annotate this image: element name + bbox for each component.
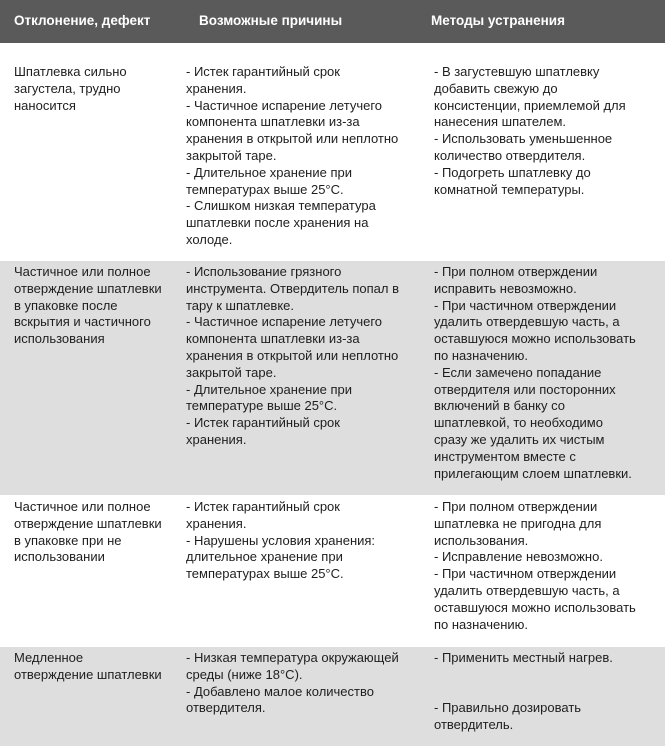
- fix-line: сразу же удалить их чистым: [434, 431, 605, 447]
- cause-line: холоде.: [186, 231, 233, 247]
- cause-line: - Слишком низкая температура: [186, 198, 376, 214]
- defect-line: Частичное или полное: [14, 499, 151, 514]
- defect-line: загустела, трудно: [14, 80, 121, 96]
- cause-line: температуре выше 25°C.: [186, 398, 338, 414]
- table-header: [0, 0, 665, 43]
- cause-line: инструмента. Отвердитель попал в: [186, 280, 399, 296]
- cause-line: хранения.: [186, 431, 247, 447]
- fix-line: отвердитель.: [434, 717, 514, 733]
- fix-line: отвердителя или посторонних: [434, 381, 616, 397]
- cause-line: - Частичное испарение летучего: [186, 314, 383, 330]
- cause-line: хранения в открытой или неплотно: [186, 347, 399, 363]
- cause-line: шпатлевки после хранения на: [186, 215, 369, 231]
- cause-line: - Истек гарантийный срок: [186, 64, 340, 79]
- fix-line: удалить отвердевшую часть, а: [434, 582, 620, 598]
- fix-line: - Подогреть шпатлевку до: [434, 164, 591, 180]
- causes-cell: [186, 499, 424, 583]
- causes-cell: [186, 650, 424, 717]
- cause-line: компонента шпатлевки из-за: [186, 114, 360, 130]
- cause-line: закрытой таре.: [186, 364, 277, 380]
- cause-line: - Низкая температура окружающей: [186, 650, 399, 665]
- fix-line: - Применить местный нагрев.: [434, 650, 613, 665]
- fix-line: нанесения шпателем.: [434, 114, 567, 130]
- cause-line: длительное хранение при: [186, 549, 343, 565]
- defect-cell: [14, 64, 174, 114]
- fix-line: по назначению.: [434, 347, 529, 363]
- header-causes: Возможные причины: [199, 13, 343, 28]
- fix-line: включений в банку со: [434, 398, 566, 414]
- fix-line: - При частичном отверждении: [434, 297, 617, 313]
- defect-line: использовании: [14, 549, 105, 565]
- cause-line: - Длительное хранение при: [186, 164, 352, 180]
- cause-line: температурах выше 25°C.: [186, 181, 344, 197]
- cause-line: - Нарушены условия хранения:: [186, 532, 376, 548]
- cause-line: - Добавлено малое количество: [186, 683, 374, 699]
- cause-line: компонента шпатлевки из-за: [186, 331, 360, 347]
- defect-line: наносится: [14, 97, 76, 113]
- defect-line: Шпатлевка сильно: [14, 64, 127, 79]
- defect-line: отверждение шпатлевки: [14, 666, 162, 682]
- cause-line: тару к шпатлевке.: [186, 297, 295, 313]
- fix-line: - Использовать уменьшенное: [434, 131, 613, 147]
- cause-line: - Использование грязного: [186, 264, 342, 279]
- fix-line: удалить отвердевшую часть, а: [434, 314, 620, 330]
- fixes-cell: [434, 264, 662, 482]
- cause-line: закрытой таре.: [186, 147, 277, 163]
- fix-line: - Исправление невозможно.: [434, 549, 603, 565]
- causes-cell: [186, 264, 424, 449]
- fixes-cell: [434, 499, 662, 633]
- fix-line: [434, 684, 662, 701]
- defect-line: в упаковке после: [14, 297, 118, 313]
- defect-cell: [14, 650, 174, 684]
- fix-line: - Правильно дозировать: [434, 700, 582, 716]
- cause-line: хранения.: [186, 80, 247, 96]
- fix-line: оставшуюся можно использовать: [434, 599, 636, 615]
- cause-line: температурах выше 25°C.: [186, 566, 344, 582]
- fix-line: консистенции, приемлемой для: [434, 97, 626, 113]
- table-row: [0, 495, 665, 647]
- cause-line: - Истек гарантийный срок: [186, 415, 340, 431]
- fix-line: исправить невозможно.: [434, 280, 577, 296]
- fix-line: - При частичном отверждении: [434, 566, 617, 582]
- cause-line: среды (ниже 18°C).: [186, 666, 303, 682]
- defect-cell: [14, 264, 174, 348]
- fixes-cell: [434, 64, 662, 198]
- fix-line: шпатлевка не пригодна для: [434, 515, 602, 531]
- fix-line: - Если замечено попадание: [434, 364, 602, 380]
- fix-line: использования.: [434, 532, 529, 548]
- fix-line: - При полном отверждении: [434, 499, 598, 514]
- cause-line: хранения в открытой или неплотно: [186, 131, 399, 147]
- header-fixes: Методы устранения: [431, 13, 565, 28]
- cause-line: хранения.: [186, 515, 247, 531]
- defect-cell: [14, 499, 174, 566]
- cause-line: - Истек гарантийный срок: [186, 499, 340, 514]
- cause-line: отвердителя.: [186, 700, 266, 716]
- fix-line: - В загустевшую шпатлевку: [434, 64, 600, 79]
- defect-line: отверждение шпатлевки: [14, 515, 162, 531]
- fix-line: шпатлевкой, то необходимо: [434, 415, 603, 431]
- fix-line: комнатной температуры.: [434, 181, 585, 197]
- fix-line: оставшуюся можно использовать: [434, 331, 636, 347]
- fix-line: [434, 667, 662, 684]
- fix-line: инструментом вместе с: [434, 448, 576, 464]
- defect-line: Медленное: [14, 650, 84, 665]
- table-row: [0, 43, 665, 261]
- defect-line: вскрытия и частичного: [14, 314, 151, 330]
- cause-line: - Длительное хранение при: [186, 381, 352, 397]
- fix-line: добавить свежую до: [434, 80, 558, 96]
- defect-line: Частичное или полное: [14, 264, 151, 279]
- fixes-cell: [434, 650, 662, 734]
- fix-line: - При полном отверждении: [434, 264, 598, 279]
- table-row: [0, 261, 665, 495]
- fix-line: прилегающим слоем шпатлевки.: [434, 465, 632, 481]
- defect-line: в упаковке при не: [14, 532, 122, 548]
- table-row: [0, 647, 665, 746]
- header-defect: Отклонение, дефект: [14, 13, 151, 28]
- defect-line: отверждение шпатлевки: [14, 280, 162, 296]
- defect-line: использования: [14, 331, 105, 347]
- cause-line: - Частичное испарение летучего: [186, 97, 383, 113]
- causes-cell: [186, 64, 424, 249]
- fix-line: по назначению.: [434, 616, 529, 632]
- fix-line: количество отвердителя.: [434, 147, 586, 163]
